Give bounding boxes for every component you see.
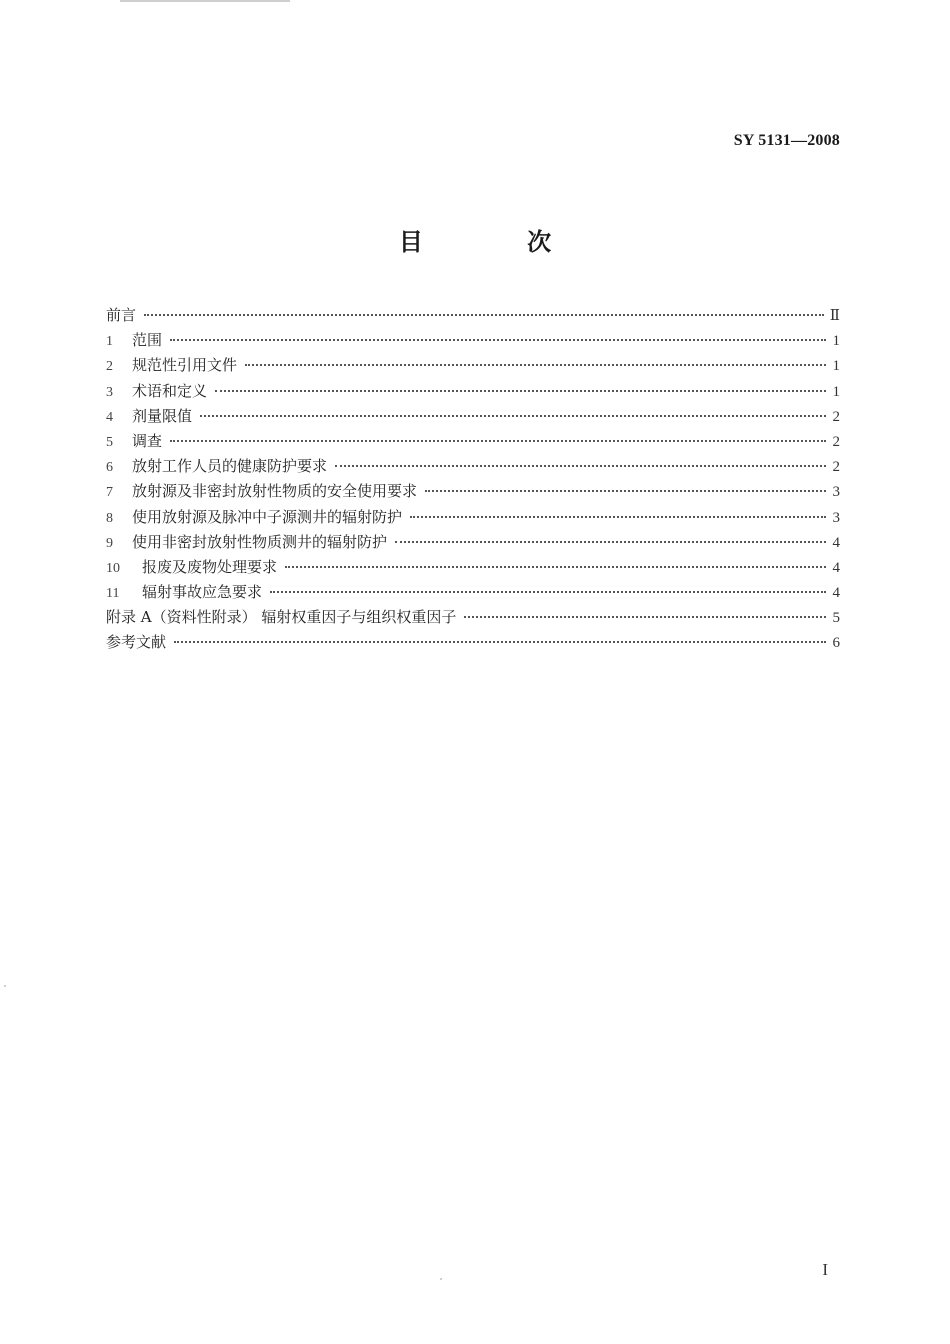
toc-entry-number: 8 — [106, 510, 113, 526]
toc-entry-appendix-a[interactable] — [106, 605, 840, 630]
toc-entry-number: 2 — [106, 359, 113, 375]
toc-entry-number: 4 — [106, 409, 113, 425]
toc-entry-number: 10 — [106, 560, 120, 576]
toc-leader-dots — [410, 515, 826, 518]
toc-entry-7[interactable] — [106, 479, 840, 504]
toc-entry-label: 调查 — [132, 431, 163, 450]
toc-entry-5[interactable] — [106, 429, 840, 454]
toc-entry-number: 6 — [106, 460, 113, 476]
toc-entry-number: 9 — [106, 535, 113, 551]
toc-entry-number: 11 — [106, 586, 120, 602]
toc-entry-label: 辐射事故应急要求 — [142, 583, 263, 602]
toc-entry-label: 术语和定义 — [132, 381, 208, 400]
toc-entry-page: 2 — [832, 433, 840, 450]
scan-artifact — [4, 985, 6, 987]
toc-entry-page: 4 — [832, 559, 840, 576]
toc-entry-8[interactable] — [106, 505, 840, 530]
page-title: 目 次 — [398, 228, 600, 256]
toc-entry-references[interactable] — [106, 630, 840, 655]
toc-entry-label: 附录 A（资料性附录） 辐射权重因子与组织权重因子 — [106, 608, 457, 627]
toc-entry-page: 3 — [832, 484, 840, 501]
page-number: I — [822, 1260, 828, 1279]
toc-entry-page: 4 — [832, 534, 840, 551]
toc-entry-number: 7 — [106, 485, 113, 501]
toc-leader-dots — [464, 615, 826, 618]
toc-entry-label: 使用放射源及脉冲中子源测井的辐射防护 — [132, 507, 403, 526]
toc-entry-label: 报废及废物处理要求 — [142, 557, 278, 576]
toc-entry-label: 剂量限值 — [132, 406, 193, 425]
toc-entry-label: 参考文献 — [106, 633, 167, 652]
toc-entry-11[interactable] — [106, 580, 840, 605]
toc-leader-dots — [200, 414, 826, 417]
toc-entry-number: 1 — [106, 334, 113, 350]
toc-entry-6[interactable] — [106, 454, 840, 479]
table-of-contents — [106, 303, 840, 656]
toc-entry-foreword[interactable] — [106, 303, 840, 328]
toc-leader-dots — [270, 590, 826, 593]
toc-leader-dots — [170, 439, 826, 442]
toc-entry-page: 1 — [832, 383, 840, 400]
toc-entry-label: 放射工作人员的健康防护要求 — [132, 457, 328, 476]
toc-entry-label: 范围 — [132, 331, 163, 350]
toc-leader-dots — [144, 313, 824, 316]
toc-leader-dots — [285, 565, 826, 568]
toc-entry-page: 4 — [832, 585, 840, 602]
toc-entry-page: 1 — [832, 333, 840, 350]
toc-entry-10[interactable] — [106, 555, 840, 580]
scan-artifact — [440, 1278, 442, 1280]
toc-entry-label: 前言 — [106, 306, 137, 324]
toc-entry-page: Ⅱ — [829, 308, 840, 324]
toc-entry-number: 3 — [106, 384, 113, 400]
scan-artifact — [120, 0, 290, 2]
toc-entry-3[interactable] — [106, 379, 840, 404]
toc-entry-page: 6 — [832, 635, 840, 652]
standard-code: SY 5131—2008 — [733, 132, 840, 149]
toc-entry-1[interactable] — [106, 328, 840, 353]
toc-entry-page: 2 — [832, 459, 840, 476]
toc-entry-page: 5 — [832, 610, 840, 627]
toc-entry-page: 3 — [832, 509, 840, 526]
toc-entry-number: 5 — [106, 434, 113, 450]
toc-entry-4[interactable] — [106, 404, 840, 429]
toc-entry-label: 规范性引用文件 — [132, 356, 238, 375]
toc-entry-2[interactable] — [106, 353, 840, 378]
toc-entry-9[interactable] — [106, 530, 840, 555]
toc-leader-dots — [174, 640, 826, 643]
toc-entry-page: 2 — [832, 408, 840, 425]
toc-leader-dots — [170, 338, 826, 341]
toc-entry-page: 1 — [832, 358, 840, 375]
toc-entry-label: 放射源及非密封放射性物质的安全使用要求 — [132, 482, 418, 501]
toc-leader-dots — [245, 363, 826, 366]
toc-leader-dots — [395, 540, 826, 543]
toc-leader-dots — [335, 464, 826, 467]
toc-leader-dots — [215, 389, 826, 392]
toc-entry-label: 使用非密封放射性物质测井的辐射防护 — [132, 532, 388, 551]
toc-leader-dots — [425, 489, 826, 492]
